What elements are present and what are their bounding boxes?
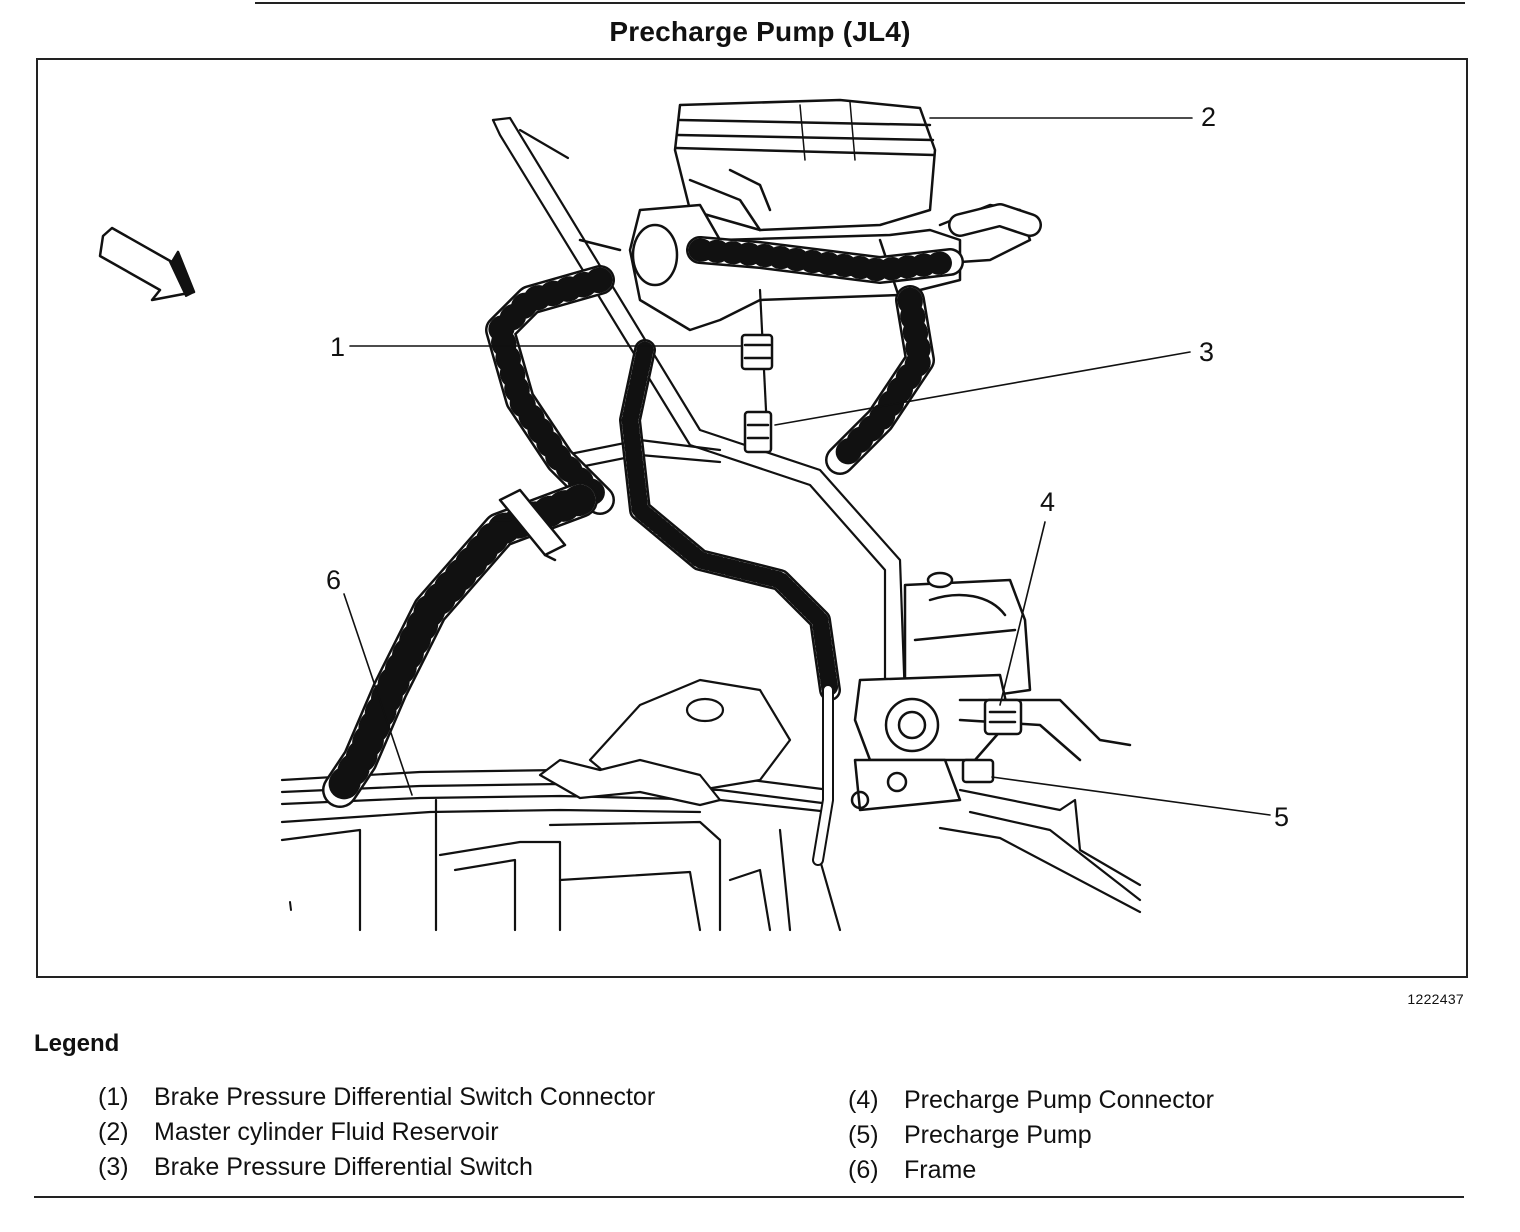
bottom-rule (34, 1196, 1464, 1198)
page-title: Precharge Pump (JL4) (609, 16, 911, 47)
callout-2: 2 (1201, 102, 1217, 132)
legend-item-label: Brake Pressure Differential Switch (154, 1153, 533, 1181)
legend-item-label: Frame (904, 1156, 977, 1184)
legend-heading: Legend (34, 1030, 120, 1057)
direction-arrow-icon (100, 228, 194, 300)
legend-item (848, 1120, 1092, 1150)
callout-4: 4 (1040, 487, 1056, 517)
callout-1: 1 (330, 332, 346, 362)
legend-item-label: Brake Pressure Differential Switch Connector (154, 1083, 656, 1111)
legend-item (848, 1085, 1214, 1115)
legend-item-number: (5) (848, 1121, 879, 1149)
cowl-bracket (540, 680, 790, 805)
legend-item-label: Master cylinder Fluid Reservoir (154, 1118, 499, 1146)
legend-item-number: (1) (98, 1083, 129, 1111)
callout-5: 5 (1274, 802, 1290, 832)
legend-item-number: (2) (98, 1118, 129, 1146)
callout-6: 6 (326, 565, 342, 595)
legend-item-label: Precharge Pump (904, 1121, 1092, 1149)
legend-item (98, 1152, 533, 1182)
legend-item (848, 1155, 976, 1185)
master-cylinder-reservoir (675, 100, 935, 230)
legend-item (98, 1117, 499, 1147)
switch-connector (742, 335, 772, 369)
legend-item-label: Precharge Pump Connector (904, 1086, 1214, 1114)
callout-3: 3 (1199, 337, 1215, 367)
legend-item (98, 1082, 655, 1112)
figure-id: 1222437 (1407, 991, 1464, 1007)
legend-item-number: (4) (848, 1086, 879, 1114)
legend-item-number: (3) (98, 1153, 129, 1181)
legend-item-number: (6) (848, 1156, 879, 1184)
differential-switch (745, 412, 771, 452)
taped-harness-left (340, 280, 600, 790)
stray-mark (290, 902, 291, 910)
